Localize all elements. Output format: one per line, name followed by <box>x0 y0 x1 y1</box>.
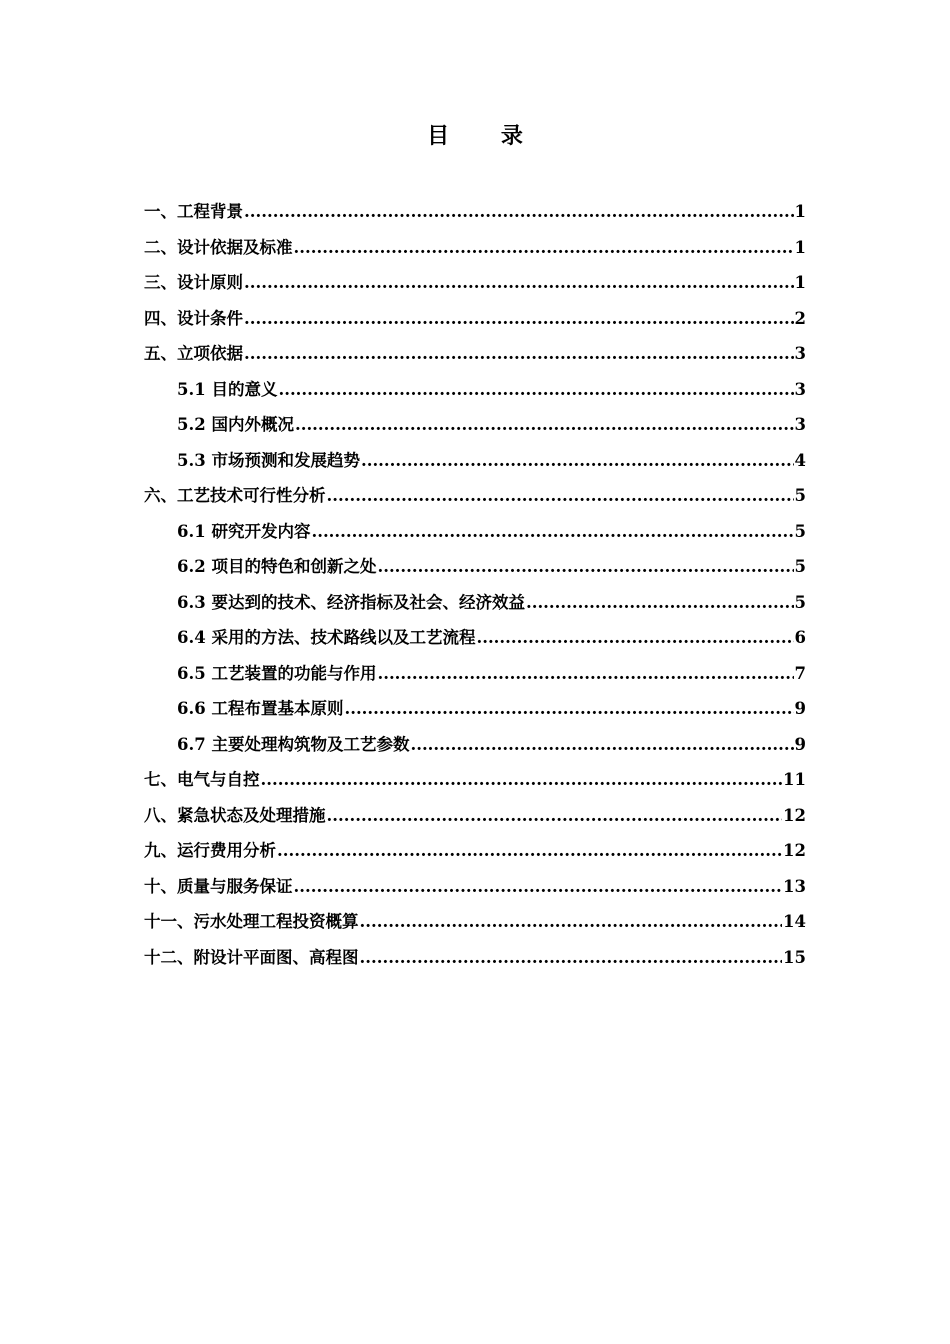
toc-list <box>144 194 806 975</box>
toc-dot-leader <box>277 833 782 869</box>
toc-entry-page: 5 <box>794 521 806 541</box>
toc-entry-page: 11 <box>783 770 806 789</box>
toc-entry[interactable] <box>144 798 806 834</box>
toc-dot-leader <box>244 194 794 230</box>
toc-entry-page: 5 <box>794 486 806 505</box>
toc-entry-page: 9 <box>794 699 806 718</box>
toc-entry-label: 二、设计依据及标准 <box>144 237 293 257</box>
toc-dot-leader <box>278 372 793 408</box>
toc-entry[interactable] <box>144 265 806 301</box>
toc-entry-page: 2 <box>794 308 806 328</box>
toc-dot-leader <box>377 549 793 585</box>
toc-subentry[interactable] <box>144 620 806 656</box>
toc-entry-page: 9 <box>794 734 806 754</box>
toc-entry-label: 七、电气与自控 <box>144 770 260 789</box>
toc-dot-leader <box>361 443 794 479</box>
toc-entry[interactable] <box>144 762 806 798</box>
toc-subentry[interactable] <box>144 727 806 763</box>
toc-entry-label: 十、质量与服务保证 <box>144 876 293 896</box>
toc-entry-label: 5.1 目的意义 <box>177 379 278 399</box>
toc-entry-label: 五、立项依据 <box>144 344 243 363</box>
toc-entry-page: 4 <box>794 450 806 470</box>
toc-entry-page: 3 <box>794 415 806 434</box>
toc-dot-leader <box>526 585 794 621</box>
toc-subentry[interactable] <box>144 372 806 408</box>
toc-entry-page: 13 <box>783 876 806 896</box>
toc-dot-leader <box>261 762 783 798</box>
toc-entry-label: 6.3 要达到的技术、经济指标及社会、经济效益 <box>177 592 525 612</box>
toc-entry-page: 5 <box>794 557 806 576</box>
toc-dot-leader <box>244 336 794 372</box>
toc-dot-leader <box>311 514 793 550</box>
toc-entry-page: 1 <box>794 273 806 292</box>
toc-subentry[interactable] <box>144 549 806 585</box>
toc-entry[interactable] <box>144 478 806 514</box>
toc-dot-leader <box>377 656 793 692</box>
toc-dot-leader <box>360 940 783 976</box>
toc-entry[interactable] <box>144 904 806 940</box>
toc-entry-page: 3 <box>794 379 806 399</box>
toc-entry-page: 7 <box>794 663 806 683</box>
toc-dot-leader <box>295 407 794 443</box>
toc-dot-leader <box>327 798 783 834</box>
toc-dot-leader <box>244 301 794 337</box>
toc-entry-label: 6.1 研究开发内容 <box>177 521 311 541</box>
toc-entry-label: 一、工程背景 <box>144 202 243 221</box>
toc-entry-page: 6 <box>794 628 806 647</box>
toc-entry-page: 12 <box>783 805 806 825</box>
toc-dot-leader <box>327 478 794 514</box>
toc-entry-page: 15 <box>783 947 806 967</box>
toc-entry[interactable] <box>144 230 806 266</box>
toc-entry-label: 6.2 项目的特色和创新之处 <box>177 557 377 576</box>
toc-dot-leader <box>410 727 793 763</box>
toc-entry-label: 十二、附设计平面图、高程图 <box>144 947 359 967</box>
toc-entry-label: 八、紧急状态及处理措施 <box>144 805 326 825</box>
toc-entry-page: 1 <box>794 202 806 221</box>
toc-entry[interactable] <box>144 194 806 230</box>
toc-entry[interactable] <box>144 869 806 905</box>
toc-title: 目 录 <box>427 123 545 149</box>
toc-entry-label: 十一、污水处理工程投资概算 <box>144 912 359 931</box>
toc-dot-leader <box>244 265 794 301</box>
toc-dot-leader <box>294 230 794 266</box>
toc-entry-label: 四、设计条件 <box>144 308 243 328</box>
toc-entry-label: 6.6 工程布置基本原则 <box>177 699 344 718</box>
toc-entry-page: 12 <box>783 841 806 860</box>
toc-entry-label: 九、运行费用分析 <box>144 841 276 860</box>
toc-subentry[interactable] <box>144 656 806 692</box>
toc-entry-label: 6.7 主要处理构筑物及工艺参数 <box>177 734 410 754</box>
toc-entry[interactable] <box>144 940 806 976</box>
toc-entry[interactable] <box>144 301 806 337</box>
toc-dot-leader <box>360 904 783 940</box>
toc-entry[interactable] <box>144 336 806 372</box>
toc-subentry[interactable] <box>144 514 806 550</box>
toc-entry-page: 1 <box>794 237 806 257</box>
toc-entry-page: 5 <box>794 592 806 612</box>
toc-subentry[interactable] <box>144 407 806 443</box>
toc-entry-label: 三、设计原则 <box>144 273 243 292</box>
toc-subentry[interactable] <box>144 691 806 727</box>
toc-dot-leader <box>294 869 783 905</box>
toc-entry-page: 3 <box>794 344 806 363</box>
toc-dot-leader <box>344 691 793 727</box>
toc-entry-label: 5.2 国内外概况 <box>177 415 294 434</box>
toc-subentry[interactable] <box>144 443 806 479</box>
toc-entry-label: 六、工艺技术可行性分析 <box>144 486 326 505</box>
toc-entry[interactable] <box>144 833 806 869</box>
toc-dot-leader <box>476 620 793 656</box>
toc-entry-label: 6.5 工艺装置的功能与作用 <box>177 663 377 683</box>
toc-entry-label: 6.4 采用的方法、技术路线以及工艺流程 <box>177 628 476 647</box>
toc-entry-label: 5.3 市场预测和发展趋势 <box>177 450 360 470</box>
toc-subentry[interactable] <box>144 585 806 621</box>
toc-entry-page: 14 <box>783 912 806 931</box>
